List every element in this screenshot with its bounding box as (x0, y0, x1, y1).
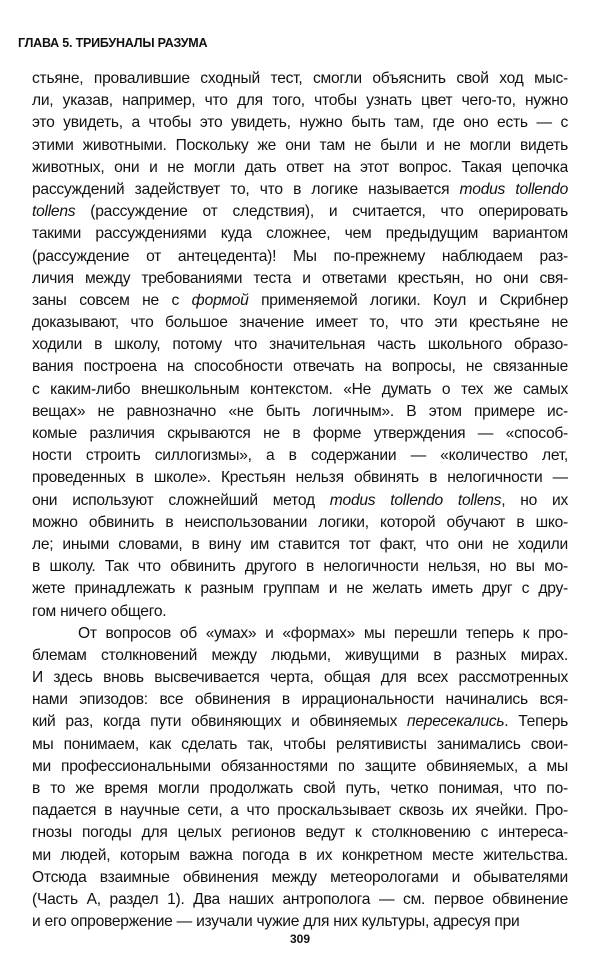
text-run: падается в научные сети, а что проскальзывает сквозь их ячейки. Про- (32, 802, 568, 820)
text-line (32, 911, 568, 933)
text-run: (рассуждение от антецедента)! Мы по-прежнему наблюдаем раз- (32, 247, 568, 265)
text-line (32, 290, 568, 312)
text-run: рассуждений задействует то, что в логике называется (32, 180, 460, 198)
text-line (32, 889, 568, 911)
text-line (32, 534, 568, 556)
text-line (32, 756, 568, 778)
text-line (32, 578, 568, 600)
text-line (32, 689, 568, 711)
text-line (32, 800, 568, 822)
text-run: вещах» не равнозначно «не быть логичным». В этом примере ис- (32, 402, 568, 420)
text-line (32, 135, 568, 157)
text-run: проведенных в школе». Крестьян нельзя обвинять в нелогичности — (32, 469, 568, 487)
text-run: этими животными. Поскольку же они там не были и не могли видеть (32, 136, 568, 154)
text-run: гом ничего общего. (32, 602, 167, 620)
text-line (32, 822, 568, 844)
italic-term: tollens (32, 203, 76, 221)
text-line (32, 623, 568, 645)
text-run: в школу. Так что обвинить другого в нелогичности нельзя, но вы мо- (32, 558, 568, 576)
text-line (32, 246, 568, 268)
text-line (32, 445, 568, 467)
text-line (32, 401, 568, 423)
text-run: ли, указав, например, что для того, чтобы узнать цвет чего-то, нужно (32, 92, 568, 110)
text-line (32, 734, 568, 756)
text-run: это увидеть, а чтобы это увидеть, нужно быть там, где оно есть — с (32, 114, 568, 132)
text-run: стьяне, провалившие сходный тест, смогли объяснить свой ход мыс- (32, 70, 568, 87)
text-run: И здесь вновь высвечивается черта, общая для всех рассмотренных (32, 669, 568, 687)
text-run: (рассуждение от следствия), и считается, что оперировать (75, 203, 568, 221)
text-line (32, 334, 568, 356)
text-run: ми профессиональными обязанностями по защите обвиняемых, а мы (32, 757, 568, 775)
text-line (32, 201, 568, 223)
text-run: вания построена на способности отвечать на вопросы, не связанные (32, 358, 568, 376)
running-head: ГЛАВА 5. ТРИБУНАЛЫ РАЗУМА (18, 36, 208, 50)
text-run: заны совсем не с (32, 291, 192, 309)
text-run: ности строить силлогизмы», а в содержании — «количество лет, (32, 447, 568, 465)
text-line (32, 356, 568, 378)
page-number: 309 (289, 932, 311, 946)
text-line (32, 490, 568, 512)
text-line (32, 867, 568, 889)
text-line (32, 512, 568, 534)
text-run: и его опровержение — изучали чужие для них культуры, адресуя при (32, 913, 520, 931)
text-line (32, 112, 568, 134)
text-line (32, 379, 568, 401)
text-run: нами эпизодов: все обвинения в иррациональности начинались вся- (32, 691, 568, 709)
text-line (32, 645, 568, 667)
text-line (32, 223, 568, 245)
text-line (32, 68, 568, 90)
text-line (32, 845, 568, 867)
italic-term: modus tollendo (459, 180, 568, 198)
text-run: . Теперь (504, 713, 568, 731)
text-run: жете принадлежать к разным группам и не желать иметь друг с дру- (32, 580, 568, 598)
text-line (32, 268, 568, 290)
text-run: блемам столкновений между людьми, живущими в разных мирах. (32, 646, 568, 664)
text-run: ле; иными словами, в вину им ставится тот факт, что они не ходили (32, 535, 568, 553)
text-run: комые различия скрываются не в форме утверждения — «способ- (32, 425, 568, 442)
text-run: ми людей, которым важна погода в их конкретном месте жительства. (32, 846, 568, 864)
text-line (32, 467, 568, 489)
text-run: кий раз, когда пути обвиняющих и обвиняемых (32, 713, 408, 731)
text-line (32, 778, 568, 800)
text-run: личия между требованиями теста и ответами крестьян, но они свя- (32, 269, 568, 287)
text-run: гнозы погоды для целых регионов ведут к столкновению с интереса- (32, 824, 568, 842)
body-text (32, 68, 568, 933)
text-run: (Часть А, раздел 1). Два наших антрополога — см. первое обвинение (32, 890, 568, 908)
text-line (32, 601, 568, 623)
text-line (32, 312, 568, 334)
text-run: в то же время могли продолжать свой путь, четко понимая, что по- (32, 780, 568, 797)
text-run: ходили в школу, потому что значительная часть школьного образо- (32, 336, 568, 354)
text-run: они используют сложнейший метод (32, 491, 330, 509)
text-run: такими рассуждениями куда сложнее, чем предыдущим вариантом (32, 225, 568, 243)
text-line (32, 179, 568, 201)
text-line (32, 157, 568, 179)
text-run: Отсюда взаимные обвинения между метеорологами и обывателями (32, 868, 568, 886)
text-line (32, 90, 568, 112)
text-line (32, 556, 568, 578)
text-run: мы понимаем, как сделать так, чтобы релятивисты занимались свои- (32, 735, 568, 753)
text-run: применяемой логики. Коул и Скрибнер (248, 291, 568, 309)
text-run: доказывают, что большое значение имеет то, что эти крестьяне не (32, 314, 568, 332)
text-line (32, 423, 568, 445)
text-line (32, 711, 568, 733)
text-run: с каким-либо внешкольным контекстом. «Не думать о тех же самых (32, 380, 568, 398)
italic-term: modus tollendo tollens (329, 491, 502, 509)
italic-term: пересекались (407, 713, 505, 731)
text-run: От вопросов об «умах» и «формах» мы перешли теперь к про- (78, 624, 568, 642)
text-run: можно обвинить в неиспользовании логики, которой обучают в шко- (32, 513, 568, 531)
text-run: , но их (501, 491, 568, 509)
italic-term: формой (191, 291, 249, 309)
text-line (32, 667, 568, 689)
text-run: животных, они и не могли дать ответ на этот вопрос. Такая цепочка (32, 158, 568, 176)
